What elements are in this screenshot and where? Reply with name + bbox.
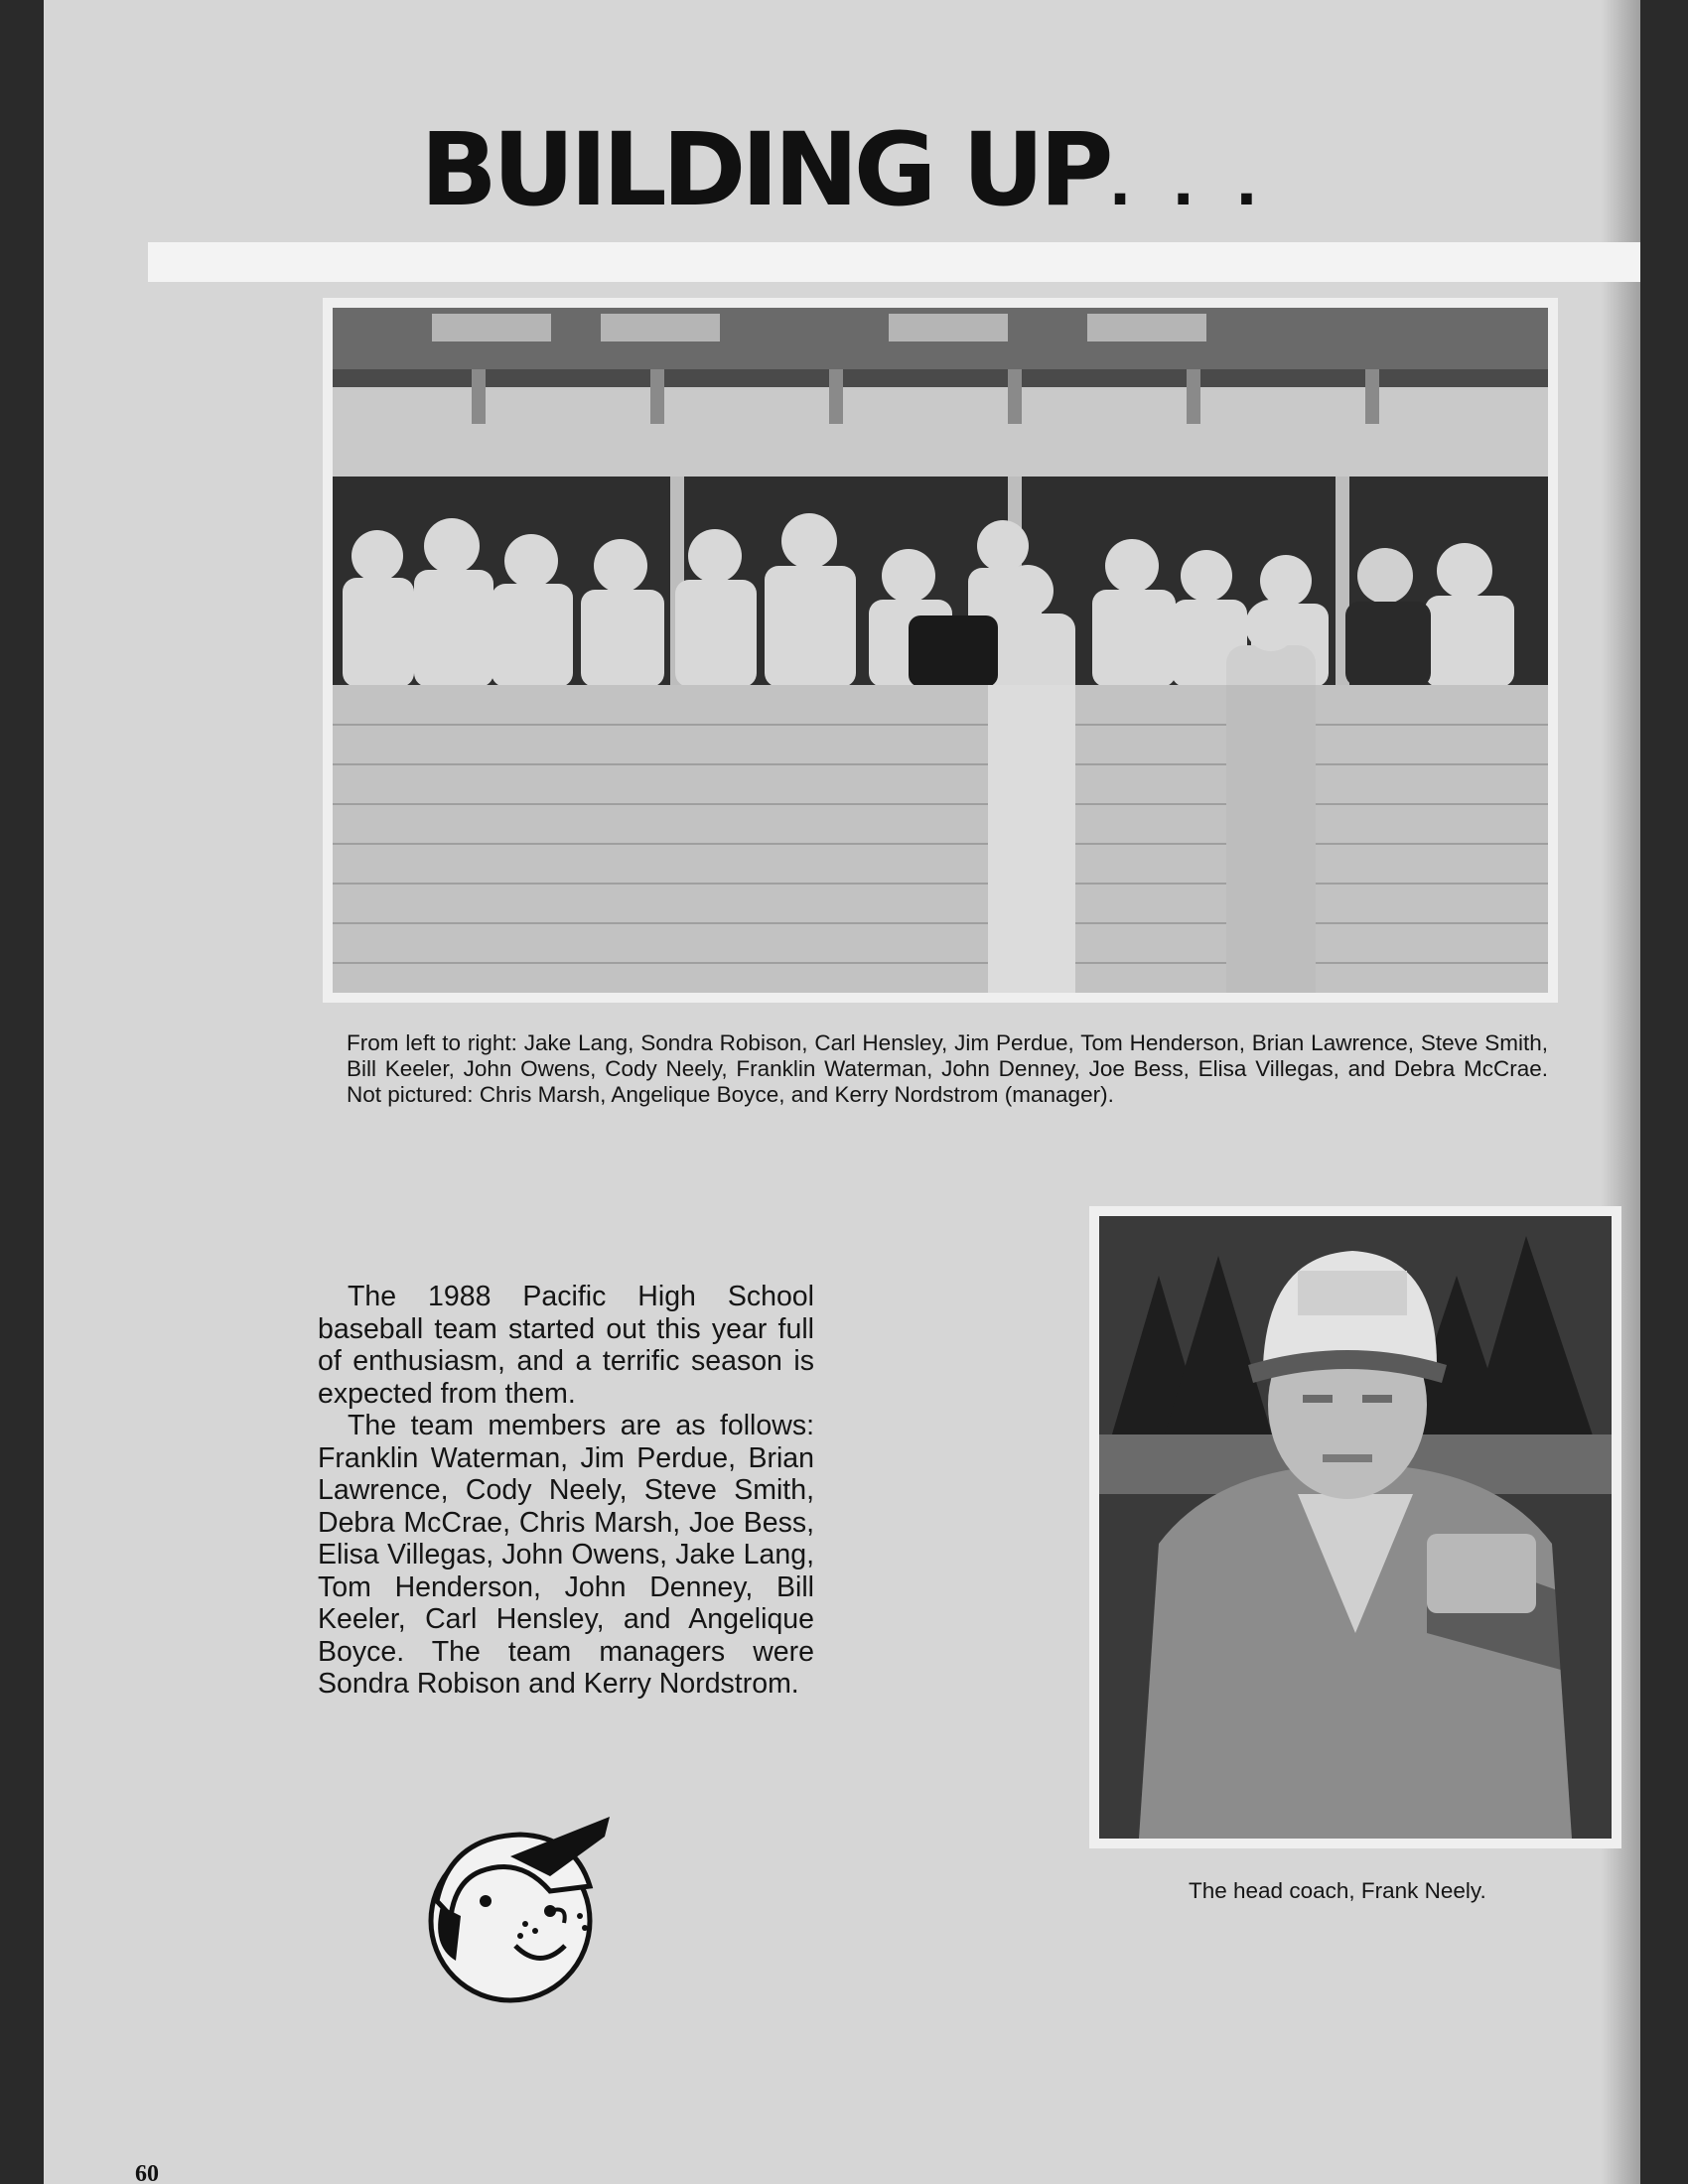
coach-photo — [1089, 1206, 1621, 1848]
page-title-text: BUILDING UP — [420, 111, 1109, 229]
team-photo-caption: From left to right: Jake Lang, Sondra Robison, Carl Hensley, Jim Perdue, Tom Henderson, Brian Lawrence, Steve Smith, Bill Keeler, John Owens, Cody Neely, Franklin Waterman, John Denney, Joe Bess, Elisa Villegas, and Debra McCrae. Not pictured: Chris Marsh, Angelique Boyce, and Kerry Nordstrom (manager). — [347, 1030, 1548, 1107]
page-number: 60 — [135, 2161, 159, 2184]
cartoon-baseball-kid-icon — [401, 1797, 639, 2015]
team-photo — [323, 298, 1558, 1003]
page-edge-shadow — [1601, 0, 1640, 2184]
page-title — [0, 111, 1688, 229]
article-paragraph: The team members are as follows: Franklin Waterman, Jim Perdue, Brian Lawrence, Cody Neely, Steve Smith, Debra McCrae, Chris Marsh, Joe Bess, Elisa Villegas, John Owens, Jake Lang, Tom Henderson, John Denney, Bill Keeler, Carl Hensley, and Angelique Boyce. The team managers were Sondra Robison and Kerry Nordstrom. — [318, 1410, 814, 1700]
article-body — [318, 1281, 814, 1701]
coach-photo-caption: The head coach, Frank Neely. — [1189, 1878, 1486, 1903]
page-title-ellipsis: . . . — [1108, 150, 1268, 219]
team-group-photo — [333, 308, 1548, 993]
article-paragraph: The 1988 Pacific High School baseball team started out this year full of enthusiasm, and a terrific season is expected from them. — [318, 1281, 814, 1410]
coach-portrait-photo — [1099, 1216, 1612, 1839]
yearbook-page — [44, 0, 1640, 2184]
title-rule — [148, 242, 1640, 282]
